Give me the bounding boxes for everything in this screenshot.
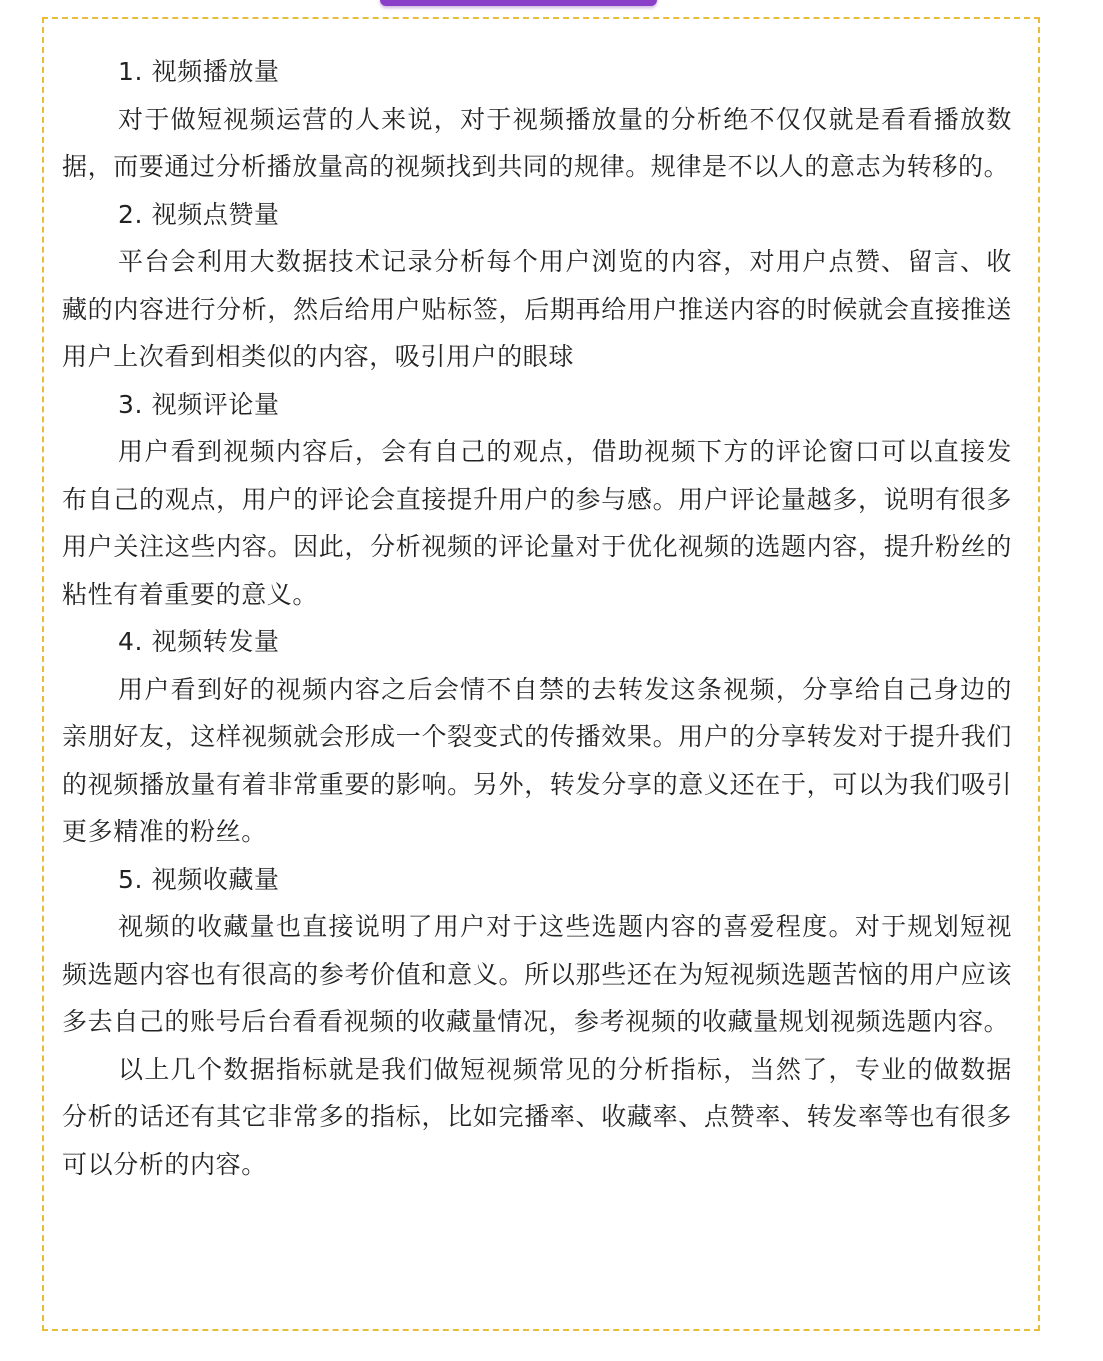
section-1-body: 对于做短视频运营的人来说，对于视频播放量的分析绝不仅仅就是看看播放数据，而要通过分析播放量高的视频找到共同的规律。规律是不以人的意志为转移的。 [62,104,1012,181]
section-3-body: 用户看到视频内容后，会有自己的观点，借助视频下方的评论窗口可以直接发布自己的观点，用户的评论会直接提升用户的参与感。用户评论量越多，说明有很多用户关注这些内容。因此，分析视频的评论量对于优化视频的选题内容，提升粉丝的粘性有着重要的意义。 [62,437,1012,609]
conclusion-paragraph: 以上几个数据指标就是我们做短视频常见的分析指标，当然了，专业的做数据分析的话还有其它非常多的指标，比如完播率、收藏率、点赞率、转发率等也有很多可以分析的内容。 [62,1054,1012,1179]
section-5-body: 视频的收藏量也直接说明了用户对于这些选题内容的喜爱程度。对于规划短视频选题内容也有很高的参考价值和意义。所以那些还在为短视频选题苦恼的用户应该多去自己的账号后台看看视频的收藏量情况，参考视频的收藏量规划视频选题内容。 [62,912,1012,1036]
section-5-heading: 5. 视频收藏量 [118,864,280,894]
section-4-body: 用户看到好的视频内容之后会情不自禁的去转发这条视频，分享给自己身边的亲朋好友，这样视频就会形成一个裂变式的传播效果。用户的分享转发对于提升我们的视频播放量有着非常重要的影响。另外，转发分享的意义还在于，可以为我们吸引更多精准的粉丝。 [62,674,1012,846]
section-4-heading: 4. 视频转发量 [118,627,280,656]
top-tab-decoration [380,0,657,6]
section-2-body: 平台会利用大数据技术记录分析每个用户浏览的内容，对用户点赞、留言、收藏的内容进行分析，然后给用户贴标签，后期再给用户推送内容的时候就会直接推送用户上次看到相类似的内容，吸引用户的眼球 [62,247,1012,371]
section-1-heading: 1. 视频播放量 [118,57,280,86]
section-3-heading: 3. 视频评论量 [118,389,280,419]
section-2-heading: 2. 视频点赞量 [118,199,280,229]
article-content [62,48,1012,1188]
